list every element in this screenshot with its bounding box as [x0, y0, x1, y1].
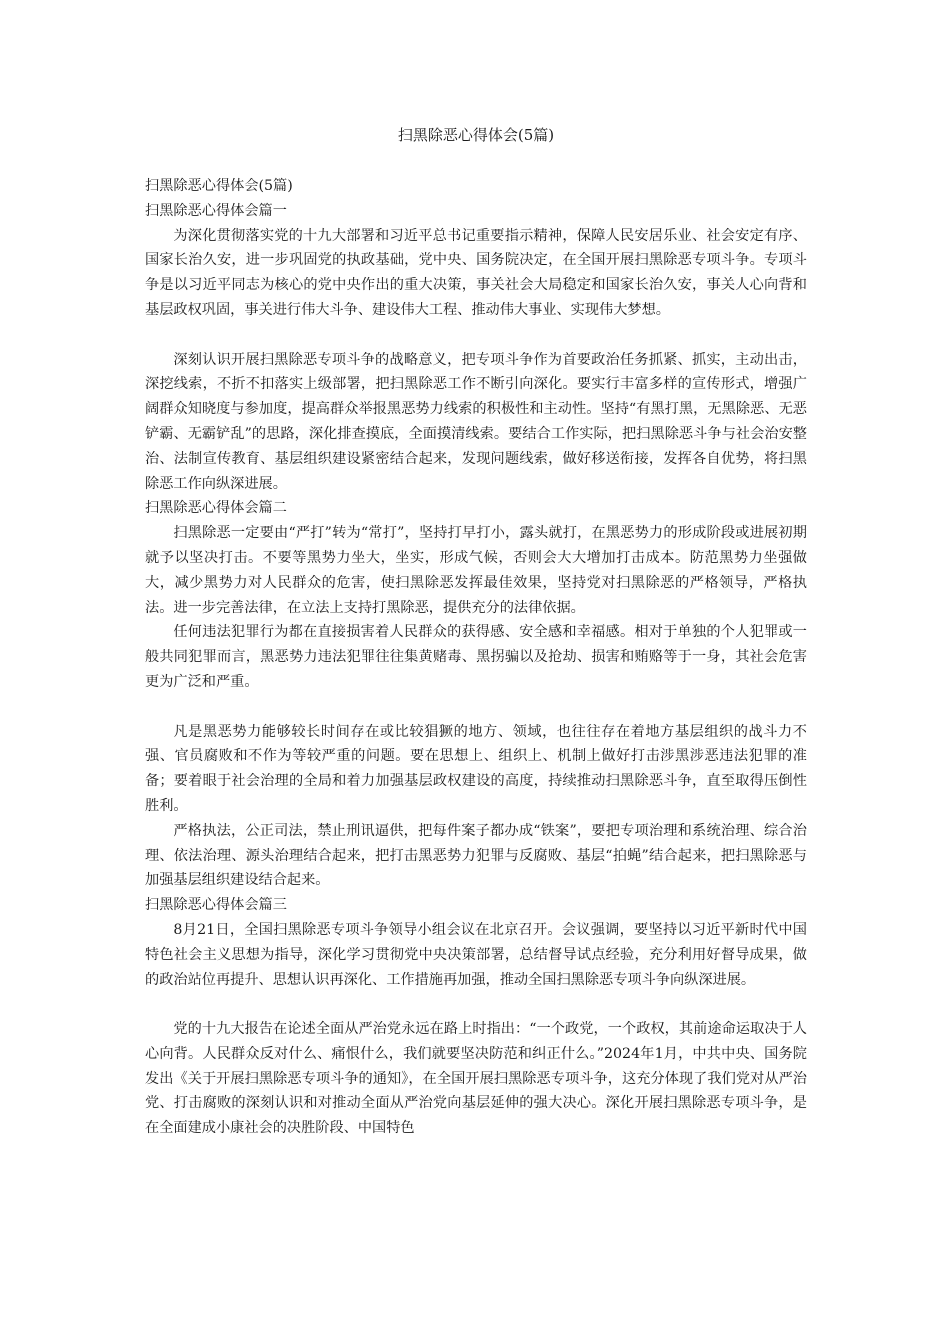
- body-paragraph: 任何违法犯罪行为都在直接损害着人民群众的获得感、安全感和幸福感。相对于单独的个人犯罪或一般共同犯罪而言，黑恶势力违法犯罪往往集黄赌毒、黑拐骗以及抢劫、损害和贿赂等于一身，其社会危害更为广泛和严重。: [145, 624, 807, 690]
- body-paragraph: 凡是黑恶势力能够较长时间存在或比较猖獗的地方、领域，也往往存在着地方基层组织的战斗力不强、官员腐败和不作为等较严重的问题。要在思想上、组织上、机制上做好打击涉黑涉恶违法犯罪的准备；要着眼于社会治理的全局和着力加强基层政权建设的高度，持续推动扫黑除恶斗争，直至取得压倒性胜利。: [145, 723, 807, 814]
- section-heading: 扫黑除恶心得体会篇二: [145, 500, 287, 517]
- blank-line: [145, 323, 807, 348]
- document-title: 扫黑除恶心得体会(5篇): [397, 126, 555, 144]
- section-heading: 扫黑除恶心得体会篇一: [145, 202, 287, 219]
- body-paragraph: 严格执法，公正司法，禁止刑讯逼供，把每件案子都办成“铁案”，要把专项治理和系统治理、综合治理、依法治理、源头治理结合起来，把打击黑恶势力犯罪与反腐败、基层“拍蝇”结合起来，把扫黑除恶与加强基层组织建设结合起来。: [145, 822, 807, 889]
- body-paragraph: 扫黑除恶一定要由“严打”转为“常打”，坚持打早打小，露头就打，在黑恶势力的形成阶段或进展初期就予以坚决打击。不要等黑势力坐大，坐实，形成气候，否则会大大增加打击成本。防范黑势力坐强做大，减少黑势力对人民群众的危害，使扫黑除恶发挥最佳效果，坚持党对扫黑除恶的严格领导，严格执法。进一步完善法律，在立法上支持打黑除恶，提供充分的法律依据。: [145, 525, 807, 616]
- document-subtitle: 扫黑除恶心得体会(5篇): [145, 178, 293, 194]
- blank-line: [145, 695, 807, 720]
- body-paragraph: 深刻认识开展扫黑除恶专项斗争的战略意义，把专项斗争作为首要政治任务抓紧、抓实，主动出击，深挖线索，不折不扣落实上级部署，把扫黑除恶工作不断引向深化。要实行丰富多样的宣传形式，增强广阔群众知晓度与参加度，提高群众举报黑恶势力线索的积极性和主动性。坚持“有黑打黑，无黑除恶、无恶铲霸、无霸铲乱”的思路，深化排查摸底，全面摸清线索。要结合工作实际，把扫黑除恶斗争与社会治安整治、法制宣传教育、基层组织建设紧密结合起来，发现问题线索，做好移送衔接，发挥各自优势，将扫黑除恶工作向纵深进展。: [145, 351, 807, 492]
- section-heading: 扫黑除恶心得体会篇三: [145, 897, 287, 914]
- body-paragraph: 为深化贯彻落实党的十九大部署和习近平总书记重要指示精神，保障人民安居乐业、社会安定有序、国家长治久安，进一步巩固党的执政基础，党中央、国务院决定，在全国开展扫黑除恶专项斗争。专项斗争是以习近平同志为核心的党中央作出的重大决策，事关社会大局稳定和国家长治久安，事关人心向背和基层政权巩固，事关进行伟大斗争、建设伟大工程、推动伟大事业、实现伟大梦想。: [145, 227, 807, 318]
- blank-line: [145, 992, 807, 1017]
- document-body: [145, 174, 807, 1141]
- body-paragraph: 8月21日，全国扫黑除恶专项斗争领导小组会议在北京召开。会议强调，要坚持以习近平新时代中国特色社会主义思想为指导，深化学习贯彻党中央决策部署，总结督导试点经验，充分利用好督导成果，做的政治站位再提升、思想认识再深化、工作措施再加强，推动全国扫黑除恶专项斗争向纵深进展。: [145, 921, 807, 988]
- body-paragraph: 党的十九大报告在论述全面从严治党永远在路上时指出：“一个政党，一个政权，其前途命运取决于人心向背。人民群众反对什么、痛恨什么，我们就要坚决防范和纠正什么。”2024年1月，中共中央、国务院发出《关于开展扫黑除恶专项斗争的通知》，在全国开展扫黑除恶专项斗争，这充分体现了我们党对从严治党、打击腐败的深刻认识和对推动全面从严治党向基层延伸的强大决心。深化开展扫黑除恶专项斗争，是在全面建成小康社会的决胜阶段、中国特色: [145, 1021, 807, 1137]
